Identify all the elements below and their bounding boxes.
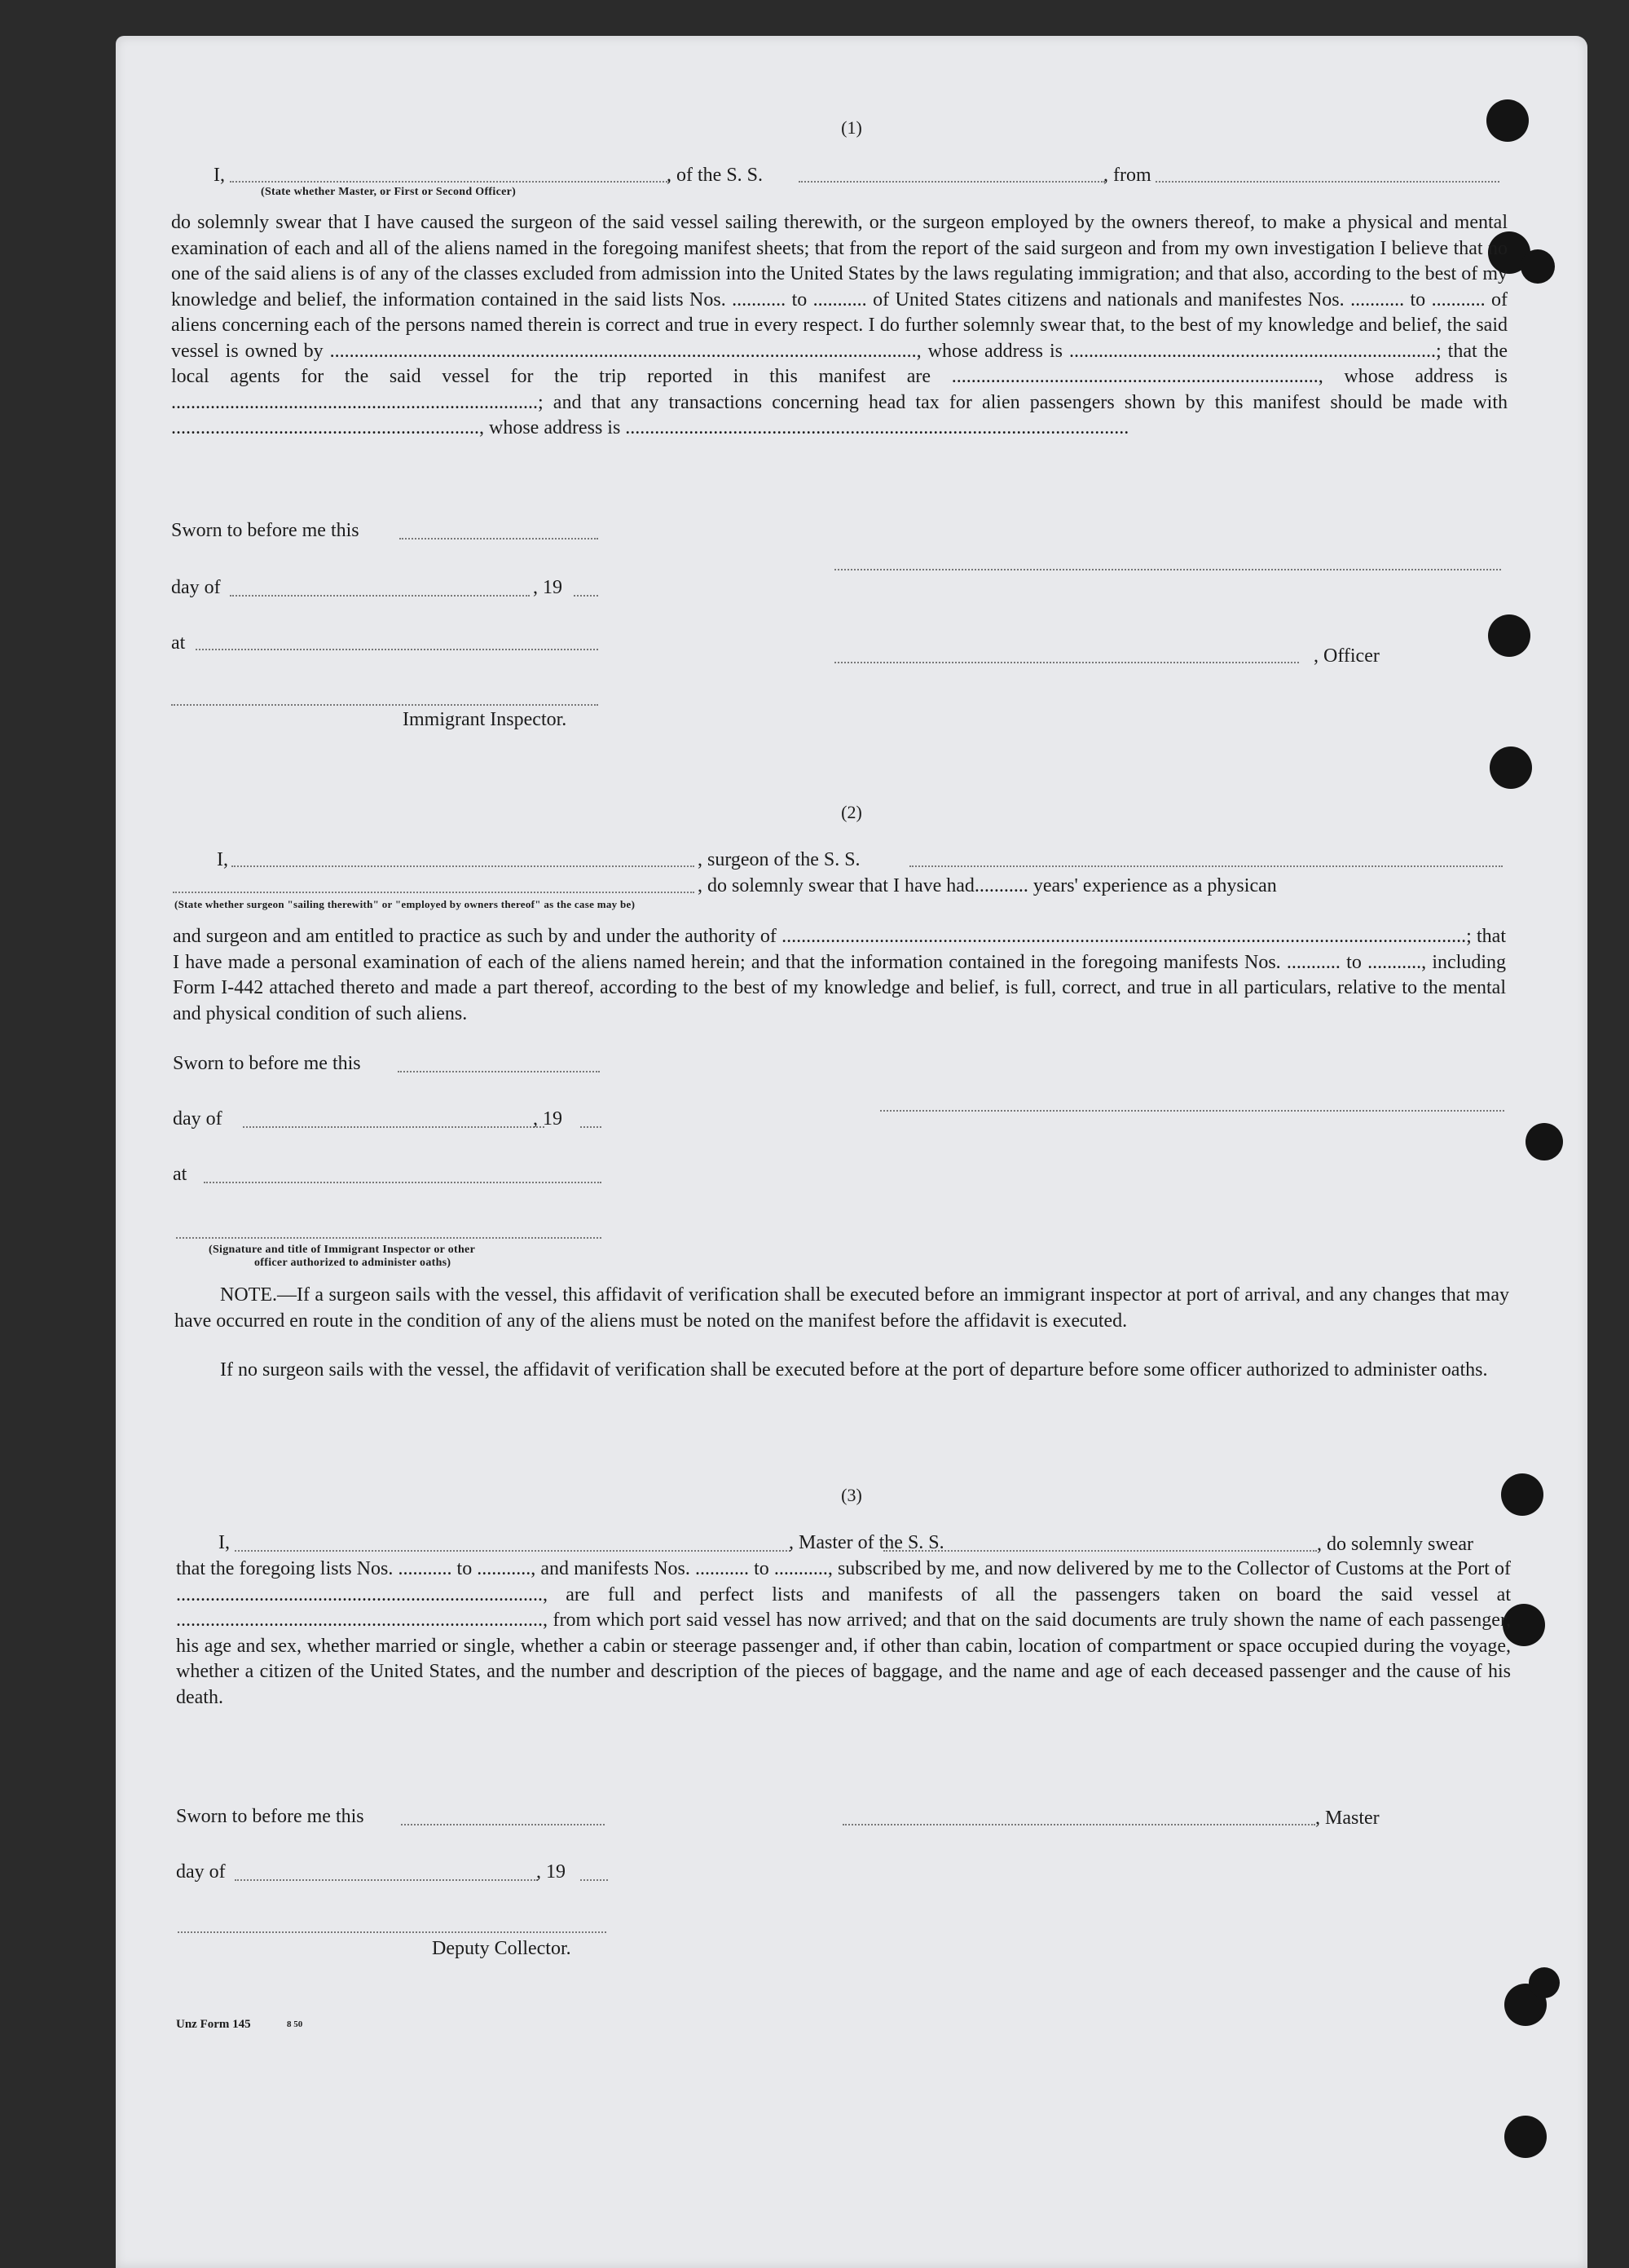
sworn-field-1[interactable] bbox=[399, 538, 598, 539]
section-3-number: (3) bbox=[841, 1485, 862, 1505]
inspector-signature-2[interactable] bbox=[176, 1237, 601, 1239]
note-paragraph-2: If no surgeon sails with the vessel, the affidavit of verification shall be executed before at the port of departure before some officer authorized to administer oaths. bbox=[220, 1359, 1488, 1381]
surgeon-caption: (State whether surgeon "sailing therewith" or "employed by owners thereof" as the case may be) bbox=[174, 898, 636, 910]
master-label: , Master bbox=[1315, 1808, 1380, 1829]
day-of-label-3: day of bbox=[176, 1861, 226, 1883]
sworn-label-2: Sworn to before me this bbox=[173, 1053, 361, 1074]
at-label-1: at bbox=[171, 632, 186, 654]
punch-hole bbox=[1526, 1123, 1563, 1160]
year-field-1[interactable] bbox=[574, 595, 598, 597]
inspector-signature-1[interactable] bbox=[171, 704, 598, 706]
form-sheet bbox=[116, 36, 1587, 2268]
surgeon-of-ss-label: , surgeon of the S. S. bbox=[698, 849, 861, 870]
vessel-field[interactable] bbox=[799, 181, 1105, 183]
master-signature-field[interactable] bbox=[843, 1824, 1315, 1825]
signature-caption-2: officer authorized to administer oaths) bbox=[254, 1257, 451, 1269]
signature-caption-1: (Signature and title of Immigrant Inspector or other bbox=[209, 1244, 476, 1256]
signature-field-2[interactable] bbox=[880, 1110, 1504, 1112]
from-field[interactable] bbox=[1156, 181, 1499, 183]
surgeon-name-field[interactable] bbox=[231, 865, 694, 867]
section-3-line1-prefix: I, bbox=[218, 1532, 230, 1553]
form-id: Unz Form 145 bbox=[176, 2018, 251, 2031]
year-label-2: , 19 bbox=[533, 1108, 562, 1130]
section-2-number: (2) bbox=[841, 802, 862, 822]
note-paragraph-1: NOTE.—If a surgeon sails with the vessel, this affidavit of verification shall be executed before an immigrant inspector at port of arrival, and any changes that may have occurred en route in the condition of any of the aliens must be noted on the manifest before the affidavit is executed. bbox=[174, 1284, 1509, 1332]
master-caption: (State whether Master, or First or Second Officer) bbox=[261, 186, 517, 198]
year-field-2[interactable] bbox=[580, 1126, 601, 1128]
year-field-3[interactable] bbox=[580, 1879, 608, 1881]
master-swear-label: , do solemnly swear bbox=[1317, 1534, 1473, 1555]
year-label-3: , 19 bbox=[536, 1861, 566, 1883]
section-1-body: do solemnly swear that I have caused the surgeon of the said vessel sailing therewith, or the surgeon employed by the owners thereof, to make a physical and mental examination of each and all of the aliens named in the foregoing manifest sheets; that from the report of the said surgeon and from my own investigation I believe that no one of the said aliens is of any of the classes excluded from admission into the United States by the laws regulating immigration; and that also, according to the best of my knowledge and belief, the information contained in the said lists Nos. ........... to ........... of United States citizens and nationals and manifestes Nos. ........... to ........... of aliens concerning each of the persons named therein is correct and true in every respect. I do further solemnly swear that, to the best of my knowledge and belief, the said vessel is owned by ........................................................................................................................, whose address is ...........................................................................; that the local agents for the said vessel for the trip reported in this manifest are ..........................................................................., whose address is ...........................................................................; and that any transactions concerning head tax for alien passengers shown by this manifest should be made with ..............................................................., whose address is ....................................................................................................... bbox=[171, 212, 1508, 438]
surgeon-vessel-field[interactable] bbox=[909, 865, 1503, 867]
surgeon-line2: , do solemnly swear that I have had........... years' experience as a physican bbox=[698, 875, 1277, 896]
punch-hole bbox=[1521, 249, 1555, 284]
day-field-2[interactable] bbox=[243, 1126, 544, 1128]
deputy-collector-label: Deputy Collector. bbox=[432, 1938, 571, 1959]
master-name-field[interactable] bbox=[235, 1550, 790, 1552]
day-field-1[interactable] bbox=[230, 595, 530, 597]
day-of-label-1: day of bbox=[171, 577, 221, 598]
punch-hole bbox=[1488, 614, 1530, 657]
officer-field[interactable] bbox=[834, 662, 1299, 663]
section-1-number: (1) bbox=[841, 117, 862, 138]
section-1-line1-prefix: I, bbox=[214, 165, 225, 186]
sworn-label-1: Sworn to before me this bbox=[171, 520, 359, 541]
punch-hole bbox=[1529, 1967, 1560, 1998]
signature-field-1[interactable] bbox=[834, 569, 1501, 570]
at-label-2: at bbox=[173, 1164, 187, 1185]
section-2-line1-prefix: I, bbox=[217, 849, 228, 870]
punch-hole bbox=[1504, 2116, 1547, 2158]
sworn-label-3: Sworn to before me this bbox=[176, 1806, 364, 1827]
officer-label: , Officer bbox=[1314, 645, 1380, 667]
immigrant-inspector-label: Immigrant Inspector. bbox=[403, 709, 567, 730]
master-of-ss-label: , Master of the S. S. bbox=[789, 1532, 944, 1553]
punch-hole bbox=[1490, 746, 1532, 789]
sworn-field-2[interactable] bbox=[398, 1071, 600, 1072]
sworn-field-3[interactable] bbox=[401, 1824, 605, 1825]
deputy-signature-field[interactable] bbox=[178, 1931, 606, 1933]
section-3-body: that the foregoing lists Nos. ........... to ..........., and manifests Nos. ........... to ..........., subscribed by me, and now delivered by me to the Collector of Customs at the Port of ..........................................................................., are full and perfect lists and manifests of all the passengers taken on board the said vessel at ..........................................................................., from which port said vessel has now arrived; and that on the said documents are truly shown the name of each passenger, his age and sex, whether married or single, whether a cabin or steerage passenger and, if other than cabin, location of compartment or space occupied during the voyage, whether a citizen of the United States, and the number and description of the pieces of baggage, and the name and age of each deceased passenger and the cause of his death. bbox=[176, 1558, 1511, 1708]
day-of-label-2: day of bbox=[173, 1108, 222, 1130]
year-label-1: , 19 bbox=[533, 577, 562, 598]
at-field-1[interactable] bbox=[196, 649, 598, 650]
from-label: , from bbox=[1103, 165, 1151, 186]
name-field[interactable] bbox=[230, 181, 670, 183]
of-ss-label: , of the S. S. bbox=[667, 165, 764, 186]
at-field-2[interactable] bbox=[204, 1182, 601, 1183]
section-2-body: and surgeon and am entitled to practice as such by and under the authority of ............................................................................................................................................; that I have made a personal examination of each of the aliens named herein; and that the information contained in the foregoing manifests Nos. ........... to ..........., including Form I-442 attached thereto and made a part thereof, according to the best of my knowledge and belief, is full, correct, and true in all particulars, relative to the mental and physical condition of such aliens. bbox=[173, 926, 1506, 1024]
form-date: 8 50 bbox=[287, 2019, 303, 2029]
master-vessel-field[interactable] bbox=[883, 1550, 1317, 1552]
surgeon-type-field[interactable] bbox=[173, 892, 694, 893]
day-field-3[interactable] bbox=[235, 1879, 538, 1881]
